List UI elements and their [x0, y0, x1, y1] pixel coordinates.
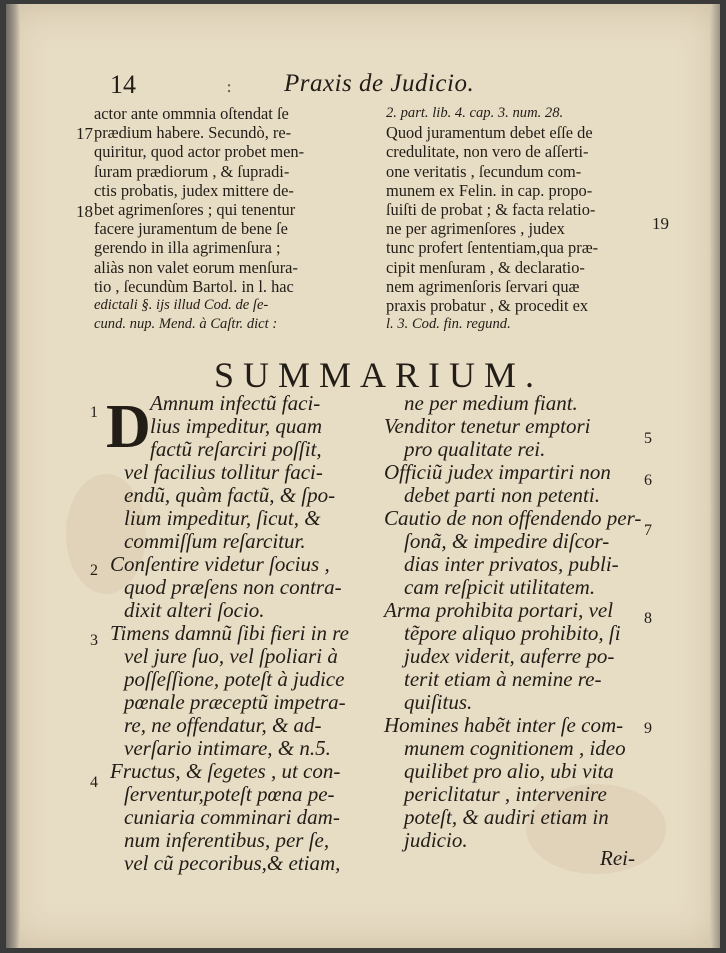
- summary-number: 2: [90, 562, 98, 579]
- summary-line: verſario intimare, & n.5.: [124, 736, 331, 760]
- summary-line: dixit alteri ſocio.: [124, 598, 265, 622]
- summary-number: 4: [90, 774, 98, 791]
- text-column-left: [94, 104, 364, 334]
- summary-line: judicio.: [404, 828, 468, 852]
- running-title: Praxis de Judicio.: [284, 70, 475, 97]
- text-line: munem ex Felin. in cap. propo-: [386, 180, 593, 200]
- text-line: ne per agrimenſores , judex: [386, 219, 565, 239]
- summary-line: quilibet pro alio, ubi vita: [404, 759, 614, 783]
- summary-line: poſſeſſione, poteſt à judice: [124, 667, 345, 691]
- summary-line: tẽpore aliquo prohibito, ſi: [404, 621, 621, 645]
- summary-line: cam reſpicit utilitatem.: [404, 575, 596, 599]
- summary-line: Cautio de non offendendo per-: [384, 506, 642, 530]
- summary-number: 7: [644, 522, 652, 539]
- text-line: ſuram prædiorum , & ſupradi-: [94, 161, 290, 181]
- text-line: credulitate, non vero de aſſerti-: [386, 142, 589, 162]
- summary-line: Conſentire videtur ſocius ,: [110, 552, 330, 576]
- summary-line: dias inter privatos, publi-: [404, 552, 619, 576]
- summary-number: 6: [644, 472, 652, 489]
- page-number: 14: [110, 70, 136, 99]
- text-line: nem agrimenſoris ſervari quæ: [386, 276, 580, 296]
- text-line: tio , ſecundùm Bartol. in l. hac: [94, 276, 294, 296]
- summary-line: lius impeditur, quam: [150, 414, 323, 438]
- summary-line: endũ, quàm factũ, & ſpo-: [124, 483, 336, 507]
- summary-line: commiſſum reſarcitur.: [124, 529, 306, 553]
- book-page: [6, 4, 720, 948]
- summary-column-right: [384, 392, 656, 852]
- summary-line: terit etiam à nemine re-: [404, 667, 602, 691]
- text-line: cund. nup. Mend. à Caſtr. dict :: [94, 316, 278, 333]
- text-line: prædium habere. Secundò, re-: [94, 123, 292, 143]
- margin-number: 19: [652, 214, 669, 233]
- summary-number: 9: [644, 720, 652, 737]
- summary-number: 5: [644, 430, 652, 447]
- text-line: quiritur, quod actor probet men-: [94, 142, 305, 162]
- summary-column-left: [110, 392, 386, 875]
- text-line: one veritatis , ſecundum com-: [386, 161, 582, 181]
- summary-line: ſerventur,poteſt pœna pe-: [124, 782, 335, 806]
- text-line: l. 3. Cod. fin. regund.: [386, 316, 511, 333]
- summary-line: Fructus, & ſegetes , ut con-: [110, 759, 341, 783]
- catchword: Rei-: [600, 846, 635, 870]
- margin-number: 17: [76, 124, 93, 143]
- summary-line: ſonã, & impedire diſcor-: [404, 529, 610, 553]
- summary-line: vel jure ſuo, vel ſpoliari à: [124, 644, 338, 668]
- summary-line: poteſt, & audiri etiam in: [404, 805, 609, 829]
- summary-line: num inferentibus, per ſe,: [124, 828, 330, 852]
- summary-line: lium impeditur, ſicut, &: [124, 506, 321, 530]
- summary-line: Amnum infectũ faci-: [150, 391, 321, 415]
- summary-number: 8: [644, 610, 652, 627]
- header-ornament: :: [226, 76, 233, 97]
- summary-line: Officiũ judex impartiri non: [384, 460, 611, 484]
- summary-line: quiſitus.: [404, 690, 473, 714]
- text-column-right: [386, 104, 650, 334]
- summary-line: quod præſens non contra-: [124, 575, 342, 599]
- text-line: gerendo in illa agrimenſura ;: [94, 238, 281, 258]
- summary-line: Venditor tenetur emptori: [384, 414, 591, 438]
- text-line: ſuiſti de probat ; & facta relatio-: [386, 200, 596, 220]
- text-line: aliàs non valet eorum menſura-: [94, 257, 298, 277]
- page-header: [6, 70, 720, 104]
- text-line: praxis probatur , & procedit ex: [386, 296, 589, 316]
- text-line: 2. part. lib. 4. cap. 3. num. 28.: [386, 105, 564, 121]
- text-line: ctis probatis, judex mittere de-: [94, 180, 294, 200]
- text-line: actor ante ommnia oſtendat ſe: [94, 104, 289, 123]
- summary-line: cuniaria comminari dam-: [124, 805, 340, 829]
- summary-line: munem cognitionem , ideo: [404, 736, 626, 760]
- summary-line: Arma prohibita portari, vel: [384, 598, 614, 622]
- summary-line: re, ne offendatur, & ad-: [124, 713, 322, 737]
- summary-line: Timens damnũ ſibi fieri in re: [110, 621, 349, 645]
- text-line: edictali §. ijs illud Cod. de ſe-: [94, 297, 269, 314]
- summary-number: 1: [90, 404, 98, 421]
- text-line: cipit menſuram , & declaratio-: [386, 257, 585, 277]
- text-line: Quod juramentum debet eſſe de: [386, 123, 593, 143]
- summary-line: pro qualitate rei.: [404, 437, 546, 461]
- summary-line: debet parti non petenti.: [404, 483, 600, 507]
- summary-line: vel cũ pecoribus,& etiam,: [124, 851, 341, 875]
- text-line: facere juramentum de bene ſe: [94, 219, 288, 239]
- summary-line: pœnale præceptũ impetra-: [124, 690, 346, 714]
- summary-line: judex viderit, auferre po-: [404, 644, 615, 668]
- book-binding: [6, 4, 20, 948]
- text-line: bet agrimenſores ; qui tenentur: [94, 200, 296, 220]
- summary-line: ne per medium fiant.: [404, 391, 578, 415]
- summary-line: vel facilius tollitur faci-: [124, 460, 323, 484]
- summary-number: 3: [90, 632, 98, 649]
- summary-line: periclitatur , intervenire: [404, 782, 607, 806]
- summary-line: Homines habẽt inter ſe com-: [384, 713, 624, 737]
- summary-line: factũ reſarciri poſſit,: [150, 437, 322, 461]
- drop-cap: D: [106, 393, 151, 461]
- summarium-title: SUMMARIUM.: [214, 355, 544, 395]
- margin-number: 18: [76, 202, 93, 221]
- page-edge: [710, 4, 720, 948]
- text-line: tunc profert ſententiam,qua præ-: [386, 238, 599, 258]
